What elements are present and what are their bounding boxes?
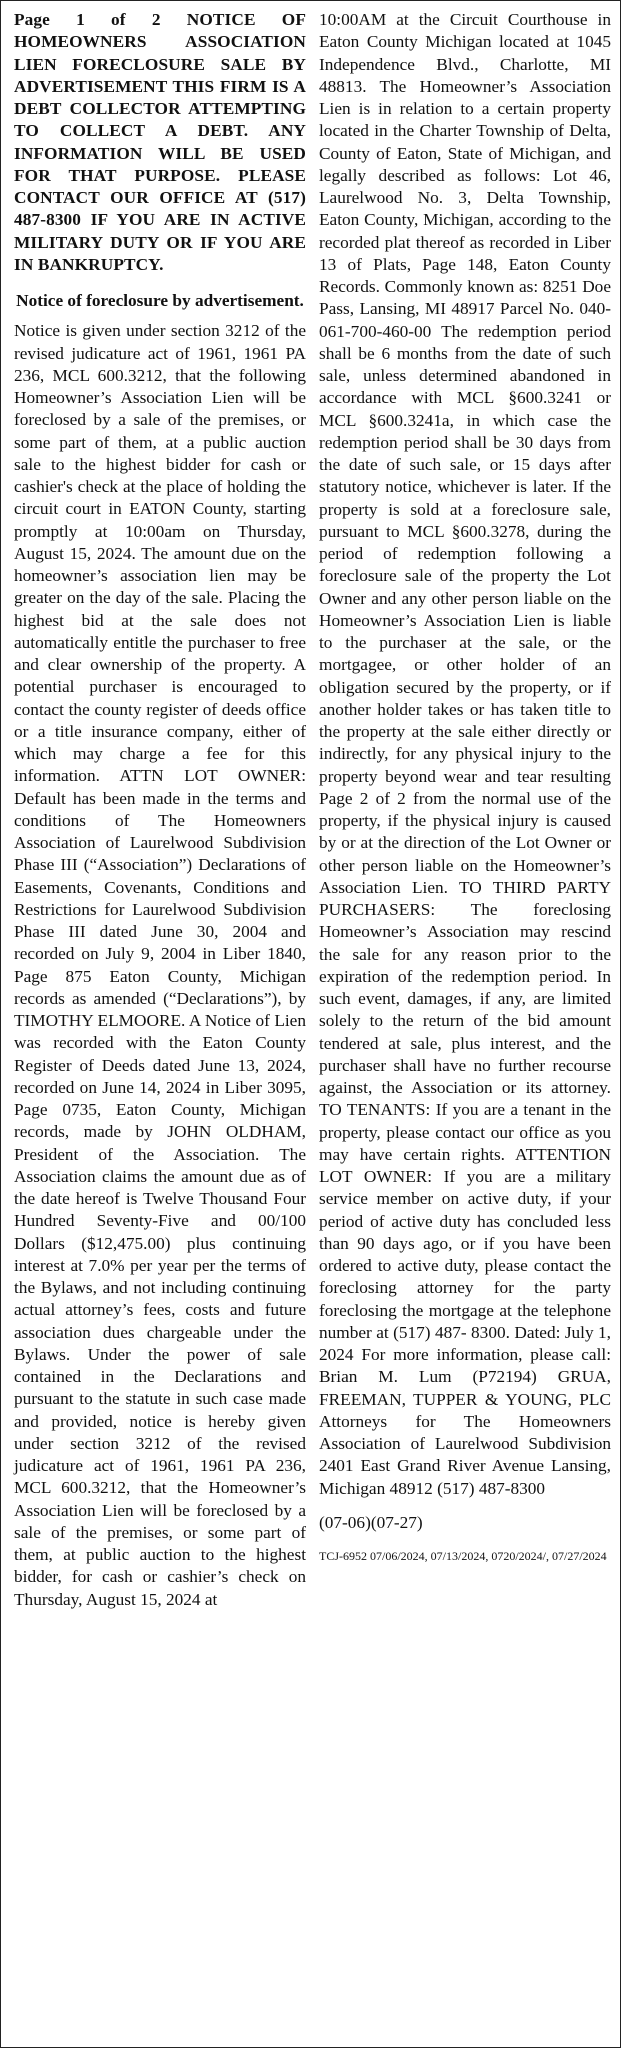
notice-body-left: Notice is given under section 3212 of the revised judicature act of 1961, 1961 PA 236, MCL 600.3212, that the following Homeowner’s Association Lien will be foreclosed by a sale of the premises, or some part of them, at a public auction sale to the highest bidder for cash or cashier's check at the place of holding the circuit court in EATON County, starting promptly at 10:00am on Thursday, August 15, 2024. The amount due on the homeowner’s association lien may be greater on the day of the sale. Placing the highest bid at the sale does not automatically entitle the purchaser to free and clear ownership of the property. A potential purchaser is encouraged to contact the county register of deeds office or a title insurance company, either of which may charge a fee for this information. ATTN LOT OWNER: Default has been made in the terms and conditions of The Homeowners Association of Laurelwood Subdivision Phase III (“Association”) Declarations of Easements, Covenants, Conditions and Restrictions for Laurelwood Subdivision Phase III dated June 30, 2004 and recorded on July 9, 2004 in Liber 1840, Page 875 Eaton County, Michigan records as amended (“Declarations”), by TIMOTHY ELMOORE. A Notice of Lien was recorded with the Eaton County Register of Deeds dated June 13, 2024, recorded on June 14, 2024 in Liber 3095, Page 0735, Eaton County, Michigan records, made by JOHN OLDHAM, President of the Association. The Association claims the amount due as of the date hereof is Twelve Thousand Four Hundred Seventy-Five and 00/100 Dollars ($12,475.00) plus continuing interest at 7.0% per year per the terms of the Bylaws, and not including continuing actual attorney’s fees, costs and future association dues chargeable under the Bylaws. Under the power of sale contained in the Declarations and pursuant to the statute in such case made and provided, notice is hereby given under section 3212 of the revised judicature act of 1961, 1961 PA 236, MCL 600.3212, that the Homeowner’s Association Lien will be foreclosed by a sale of the premises, or some part of them, at public auction to the highest bidder, for cash or cashier’s check on Thursday, August 15, 2024 at	[14, 321, 306, 1609]
notice-body-right: 10:00AM at the Circuit Courthouse in Eaton County Michigan located at 1045 Independence Blvd., Charlotte, MI 48813. The Homeowner’s Association Lien is in relation to a certain property located in the Charter Township of Delta, County of Eaton, State of Michigan, and legally described as follows: Lot 46, Laurelwood No. 3, Delta Township, Eaton County, Michigan, according to the recorded plat thereof as recorded in Liber 13 of Plats, Page 148, Eaton County Records. Commonly known as: 8251 Doe Pass, Lansing, MI 48917 Parcel No. 040-061-700-460-00 The redemption period shall be 6 months from the date of such sale, unless determined abandoned in accordance with MCL §600.3241 or MCL §600.3241a, in which case the redemption period shall be 30 days from the date of such sale, or 15 days after statutory notice, whichever is later. If the property is sold at a foreclosure sale, pursuant to MCL §600.3278, during the period of redemption following a foreclosure sale of the property the Lot Owner and any other person liable on the Homeowner’s Association Lien is liable to the purchaser at the sale, or the mortgagee, or other holder of an obligation secured by the property, or if another holder takes or has taken title to the property at the sale either directly or indirectly, for any physical injury to the property beyond wear and tear resulting Page 2 of 2 from the normal use of the property, if the physical injury is caused by or at the direction of the Lot Owner or other person liable on the Homeowner’s Association Lien. TO THIRD PARTY PURCHASERS: The foreclosing Homeowner’s Association may rescind the sale for any reason prior to the expiration of the redemption period. In such event, damages, if any, are limited solely to the return of the bid amount tendered at sale, plus interest, and the purchaser shall have no further recourse against, the Association or its attorney. TO TENANTS: If you are a tenant in the property, please contact our office as you may have certain rights. ATTENTION LOT OWNER: If you are a military service member on active duty, if your period of active duty has concluded less than 90 days ago, or if you have been ordered to active duty, please contact the foreclosing attorney for the party foreclosing the mortgage at the telephone number at (517) 487- 8300. Dated: July 1, 2024 For more information, please call: Brian M. Lum (P72194) GRUA, FREEMAN, TUPPER & YOUNG, PLC Attorneys for The Homeowners Association of Laurelwood Subdivision 2401 East Grand River Avenue Lansing, Michigan 48912 (517) 487-8300	[319, 10, 611, 1498]
right-column	[319, 9, 611, 1565]
run-dates: (07-06)(07-27)	[319, 1512, 423, 1532]
notice-heading: Page 1 of 2 NOTICE OF HOMEOWNERS ASSOCIATION LIEN FORECLOSURE SALE BY ADVERTISEMENT THIS FIRM IS A DEBT COLLECTOR ATTEMPTING TO COLLECT A DEBT. ANY INFORMATION WILL BE USED FOR THAT PURPOSE. PLEASE CONTACT OUR OFFICE AT (517) 487-8300 IF YOU ARE IN ACTIVE MILITARY DUTY OR IF YOU ARE IN BANKRUPTCY.	[14, 10, 306, 274]
left-column	[14, 9, 306, 1611]
notice-subhead: Notice of foreclosure by advertisement.	[16, 291, 304, 310]
reference-line: TCJ-6952 07/06/2024, 07/13/2024, 0720/2024/, 07/27/2024	[319, 1549, 607, 1563]
